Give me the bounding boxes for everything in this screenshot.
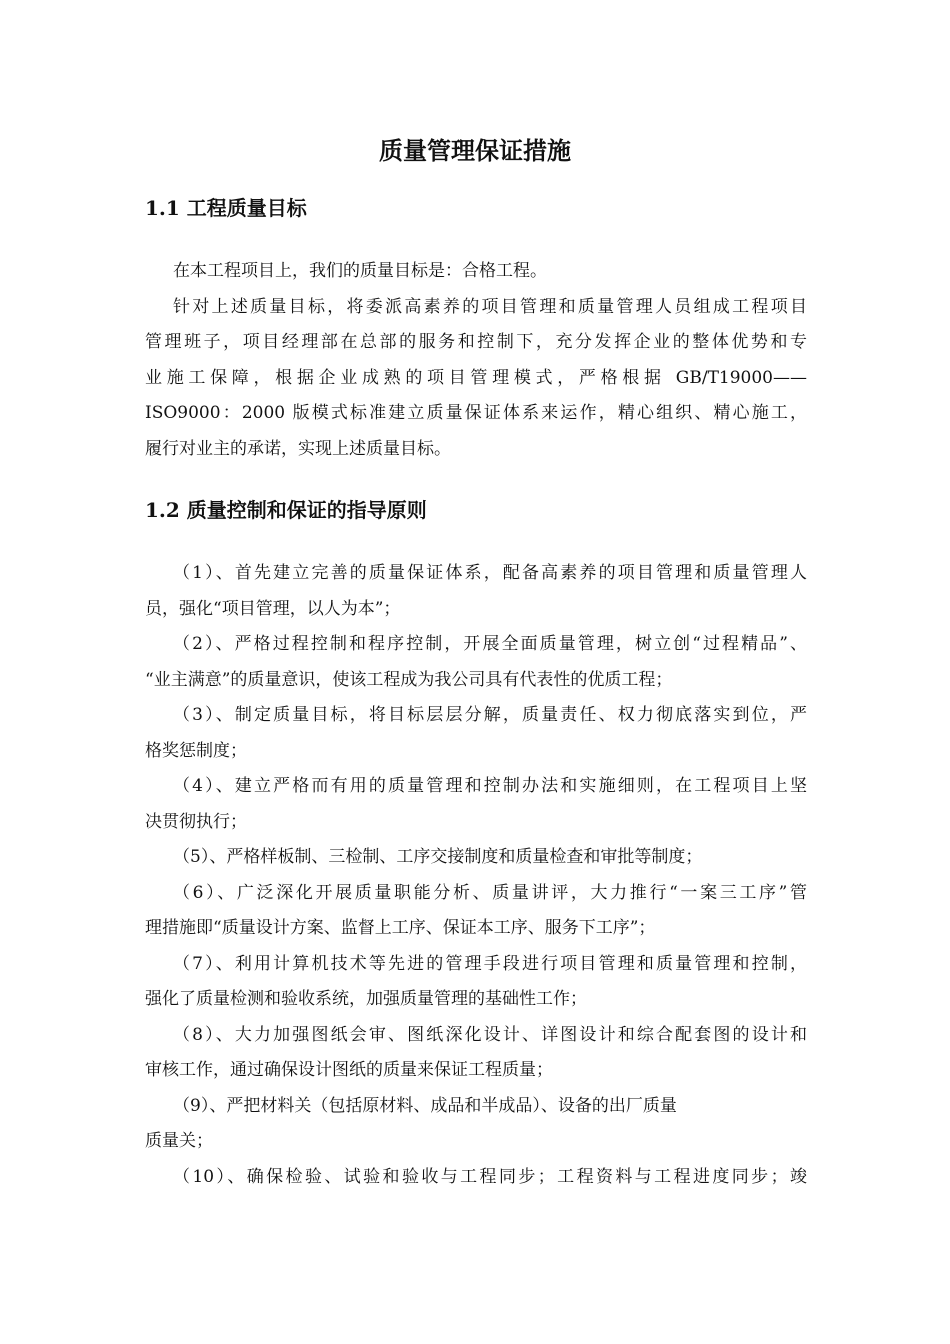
list-item-line: （2）、严格过程控制和程序控制，开展全面质量管理，树立创“过程精品”、	[173, 634, 807, 654]
paragraph-line: 在本工程项目上，我们的质量目标是：合格工程。	[173, 261, 547, 281]
paragraph-line: ISO9000：2000 版模式标准建立质量保证体系来运作，精心组织、精心施工，	[145, 403, 807, 423]
list-item-line: （10）、确保检验、试验和验收与工程同步；工程资料与工程进度同步；竣	[173, 1166, 807, 1187]
section-heading-quality-goal: 1.1 工程质量目标	[145, 196, 307, 220]
list-item-line: （3）、制定质量目标，将目标层层分解，质量责任、权力彻底落实到位，严	[173, 705, 807, 725]
list-item-line: （5）、严格样板制、三检制、工序交接制度和质量检查和审批等制度；	[173, 847, 703, 867]
list-item-line: （7）、利用计算机技术等先进的管理手段进行项目管理和质量管理和控制，	[173, 953, 807, 974]
list-item-line: “业主满意”的质量意识，使该工程成为我公司具有代表性的优质工程；	[145, 669, 673, 690]
list-item-line: 决贯彻执行；	[145, 811, 247, 832]
section-body-quality-goal	[145, 254, 807, 467]
list-item-line: 格奖惩制度；	[145, 740, 247, 761]
document-title: 质量管理保证措施	[379, 136, 571, 165]
list-item-line: 审核工作，通过确保设计图纸的质量来保证工程质量；	[145, 1060, 553, 1080]
list-item-line: 理措施即“质量设计方案、监督上工序、保证本工序、服务下工序”；	[145, 918, 656, 938]
list-item-line: （4）、建立严格而有用的质量管理和控制办法和实施细则，在工程项目上坚	[173, 776, 807, 796]
list-item-line: （6）、广泛深化开展质量职能分析、质量讲评，大力推行“一案三工序”管	[173, 882, 807, 903]
paragraph-line: 管理班子，项目经理部在总部的服务和控制下，充分发挥企业的整体优势和专	[145, 332, 807, 352]
paragraph-line: 履行对业主的承诺，实现上述质量目标。	[145, 438, 451, 459]
list-item-line: 质量关；	[145, 1131, 213, 1151]
list-item-line: 强化了质量检测和验收系统，加强质量管理的基础性工作；	[145, 989, 587, 1009]
list-item-line: （8）、大力加强图纸会审、图纸深化设计、详图设计和综合配套图的设计和	[173, 1024, 807, 1045]
section-heading-guiding-principles: 1.2 质量控制和保证的指导原则	[145, 498, 427, 522]
list-item-line: 员，强化“项目管理，以人为本”；	[145, 598, 401, 619]
list-item-line: （9）、严把材料关（包括原材料、成品和半成品）、设备的出厂质量	[173, 1095, 677, 1116]
paragraph-line: 针对上述质量目标，将委派高素养的项目管理和质量管理人员组成工程项目	[173, 296, 807, 317]
section-body-guiding-principles	[145, 556, 807, 1195]
list-item-line: （1）、首先建立完善的质量保证体系，配备高素养的项目管理和质量管理人	[173, 563, 807, 583]
paragraph-line: 业施工保障，根据企业成熟的项目管理模式，严格根据 GB/T19000——	[145, 367, 807, 388]
